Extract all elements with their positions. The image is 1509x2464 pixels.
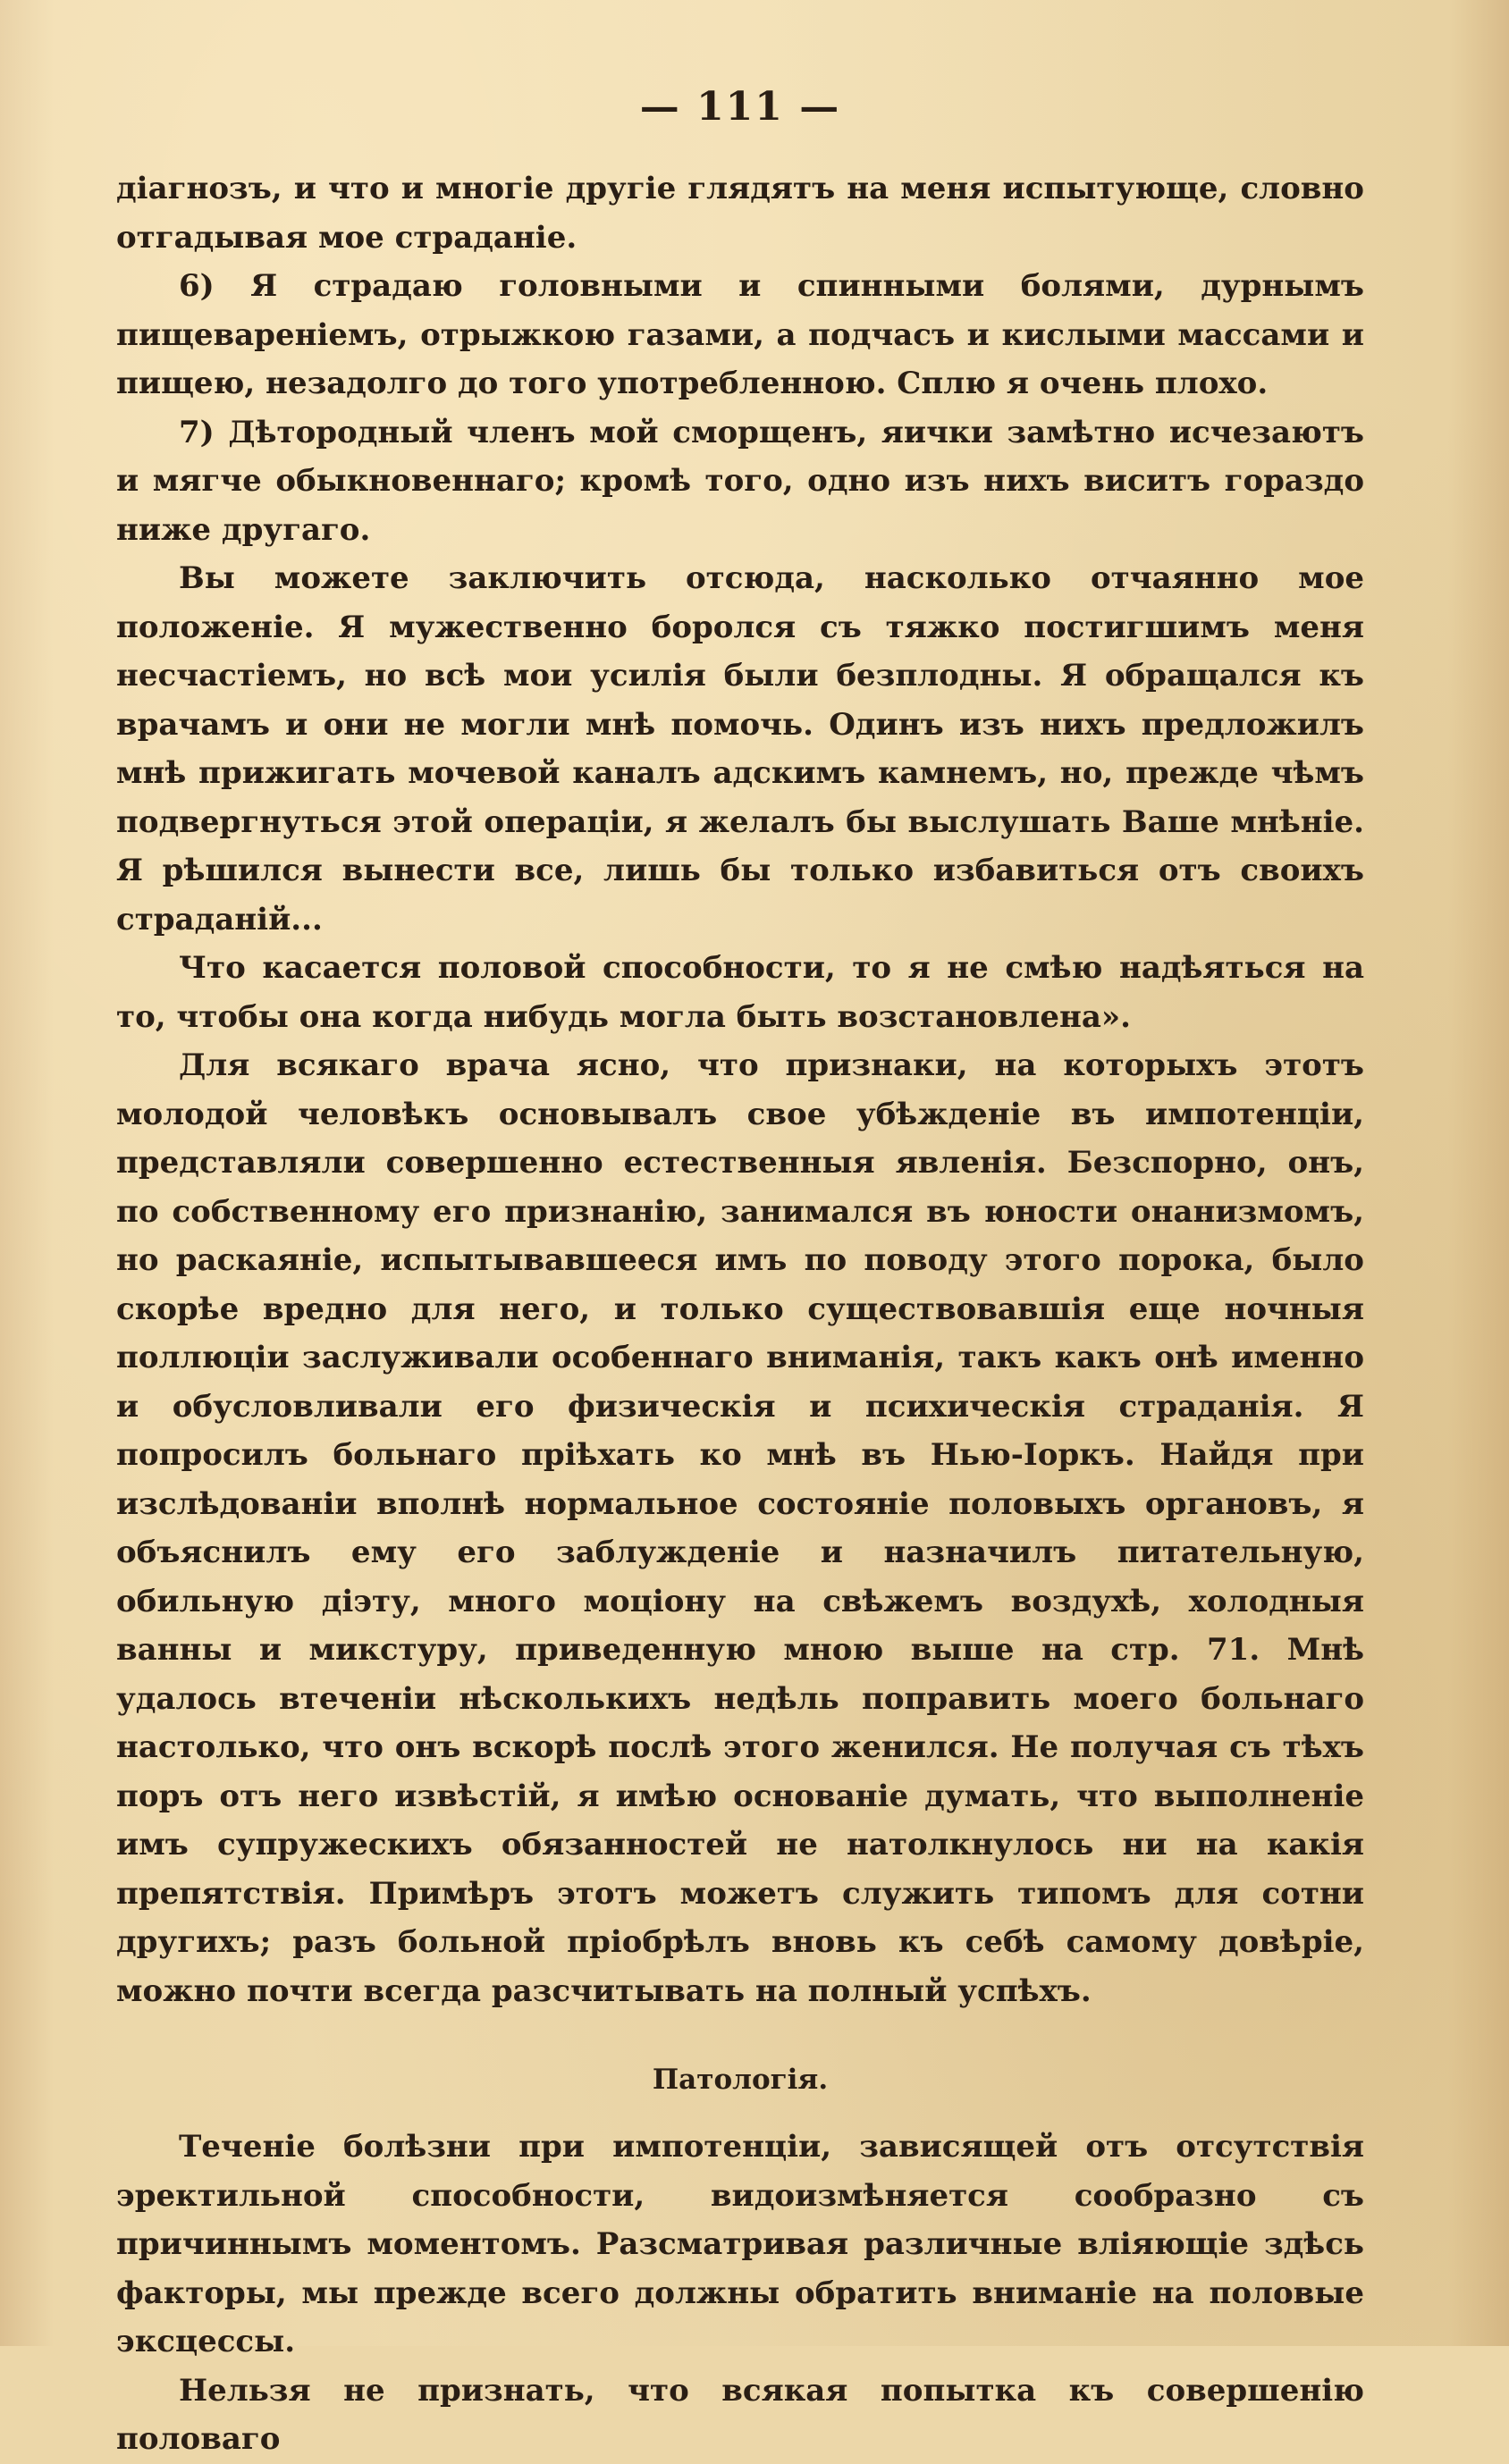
paragraph: 7) Дѣтородный членъ мой сморщенъ, яички замѣтно исчезаютъ и мягче обыкновеннаго; кромѣ того, одно изъ нихъ виситъ гораздо ниже другаго. <box>116 414 1364 548</box>
paragraph: Вы можете заключить отсюда, насколько отчаянно мое положеніе. Я мужественно боролся съ тяжко постигшимъ меня несчастіемъ, но всѣ мои усилія были безплодны. Я обращался къ врачамъ и они не могли мнѣ помочь. Одинъ изъ нихъ предложилъ мнѣ прижигать мочевой каналъ адскимъ камнемъ, но, прежде чѣмъ подвергнуться этой операціи, я желалъ бы выслушать Ваше мнѣніе. Я рѣшился вынести все, лишь бы только избавиться отъ своихъ страданій... <box>116 560 1364 938</box>
body-text-top <box>116 164 1364 2015</box>
paragraph: Для всякаго врача ясно, что признаки, на которыхъ этотъ молодой человѣкъ основывалъ свое убѣжденіе въ импотенціи, представляли совершенно естественныя явленія. Безспорно, онъ, по собственному его признанію, занимался въ юности онанизмомъ, но раскаяніе, испытывавшееся имъ по поводу этого порока, было скорѣе вредно для него, и только существовавшія еще ночныя поллюціи заслуживали особеннаго вниманія, такъ какъ онѣ именно и обусловливали его физическія и психическія страданія. Я попросилъ больнаго пріѣхать ко мнѣ въ Нью-Іоркъ. Найдя при изслѣдованіи вполнѣ нормальное состояніе половыхъ органовъ, я объяснилъ ему его заблужденіе и назначилъ питательную, обильную діэту, много моціону на свѣжемъ воздухѣ, холодныя ванны и микстуру, приведенную мною выше на стр. 71. Мнѣ удалось втеченіи нѣсколькихъ недѣль поправить моего больнаго настолько, что онъ вскорѣ послѣ этого женился. Не получая съ тѣхъ поръ отъ него извѣстій, я имѣю основаніе думать, что выполненіе имъ супружескихъ обязанностей не натолкнулось ни на какія препятствія. Примѣръ этотъ можетъ служить типомъ для сотни другихъ; разъ больной пріобрѣлъ вновь къ себѣ самому довѣріе, можно почти всегда разсчитывать на полный успѣхъ. <box>116 1047 1364 2009</box>
paragraph: Нельзя не признать, что всякая попытка къ совершенію половаго <box>116 2372 1364 2457</box>
paragraph: Что касается половой способности, то я не смѣю надѣяться на то, чтобы она когда нибудь могла быть возстановлена». <box>116 950 1364 1035</box>
paragraph: діагнозъ, и что и многіе другіе глядятъ на меня испытующе, словно отгадывая мое страданіе. <box>116 171 1364 256</box>
page-content <box>116 80 1364 2464</box>
body-text-bottom <box>116 2123 1364 2464</box>
paragraph: Теченіе болѣзни при импотенціи, зависящей отъ отсутствія эректильной способности, видоизмѣняется сообразно съ причиннымъ моментомъ. Разсматривая различные вліяющіе здѣсь факторы, мы прежде всего должны обратить вниманіе на половые эксцессы. <box>116 2129 1364 2359</box>
paragraph: 6) Я страдаю головными и спинными болями, дурнымъ пищевареніемъ, отрыжкою газами, а подчасъ и кислыми массами и пищею, незадолго до того употребленною. Сплю я очень плохо. <box>116 268 1364 401</box>
section-heading: Патологія. <box>652 2064 829 2096</box>
page-number: — 111 — <box>639 84 841 130</box>
